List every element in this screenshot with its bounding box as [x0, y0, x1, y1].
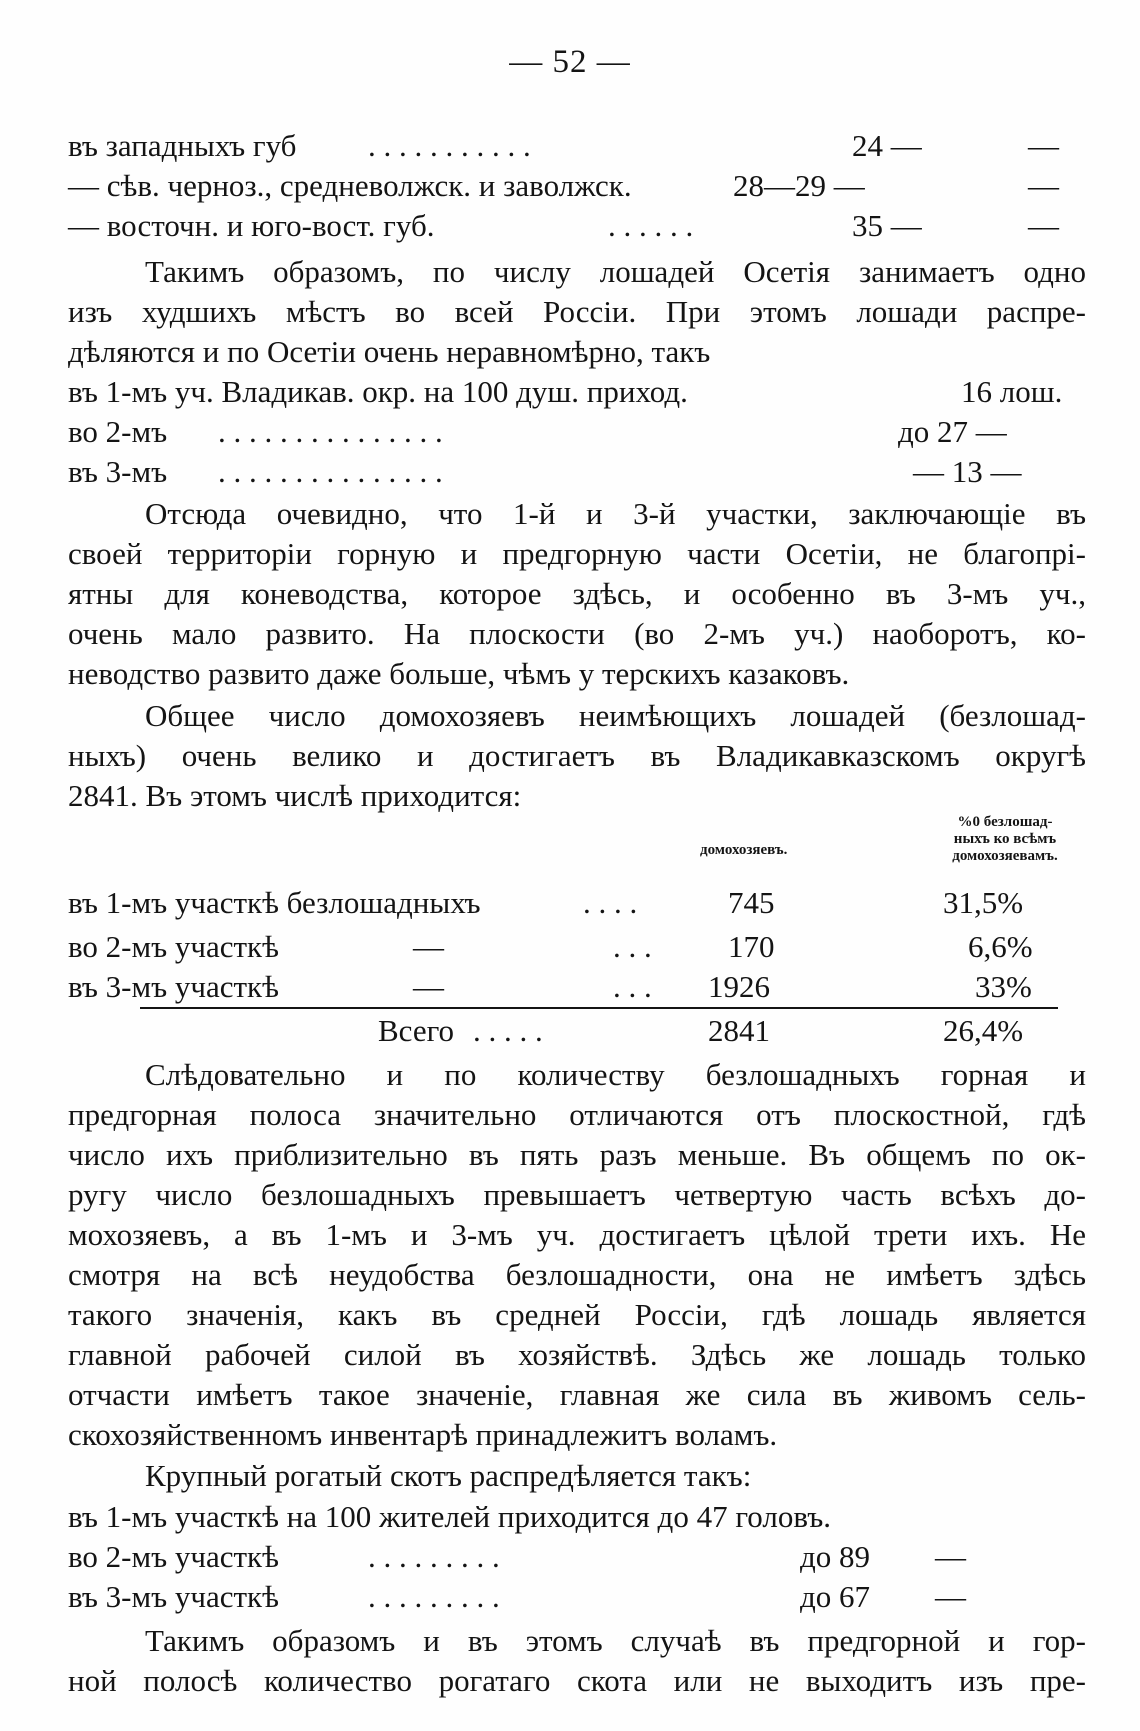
list-item: въ 3-мъ участкѣ . . . . . . . . . до 67 — — [68, 1579, 966, 1614]
paragraph-line: Такимъ образомъ и въ этомъ случаѣ въ предгорной и гор- — [145, 1623, 1086, 1658]
paragraph-line: ругу число безлошадныхъ превышаетъ четвертую часть всѣхъ до- — [68, 1177, 1086, 1212]
list-item: — сѣв. черноз., средневолжск. и заволжск. 28—29 — — — [68, 168, 1059, 203]
list-item: во 2-мъ участкѣ . . . . . . . . . до 89 — — [68, 1539, 966, 1574]
paragraph-line: мохозяевъ, а въ 1-мъ и 3-мъ уч. достигаетъ цѣлой трети ихъ. Не — [68, 1217, 1086, 1252]
paragraph-line: неводство развито даже больше, чѣмъ у терскихъ казаковъ. — [68, 656, 850, 691]
table-header-households: домохозяевъ. — [700, 842, 788, 858]
list-item: — восточн. и юго-вост. губ. . . . . . . 35 — — — [68, 208, 1059, 243]
table-row: въ 3-мъ участкѣ — . . . 1926 33% — [68, 969, 1032, 1004]
list-item: въ 3-мъ . . . . . . . . . . . . . . . — 13 — — [68, 454, 1022, 489]
paragraph-line: число ихъ приблизительно въ пять разъ меньше. Въ общемъ по ок- — [68, 1137, 1086, 1172]
paragraph-line: ной полосѣ количество рогатаго скота или не выходитъ изъ пре- — [68, 1663, 1086, 1698]
paragraph-line: Общее число домохозяевъ неимѣющихъ лошадей (безлошад- — [145, 698, 1086, 733]
table-total-rule — [140, 1007, 1058, 1009]
paragraph-line: ныхъ) очень велико и достигаетъ въ Владикавказскомъ округѣ — [68, 738, 1086, 773]
list-item: во 2-мъ . . . . . . . . . . . . . . . до 27 — — [68, 414, 1007, 449]
paragraph-line: Отсюда очевидно, что 1-й и 3-й участки, заключающіе въ — [145, 496, 1086, 531]
paragraph-line: своей территоріи горную и предгорную части Осетіи, не благопрі- — [68, 536, 1086, 571]
paragraph-line: изъ худшихъ мѣстъ во всей Россіи. При этомъ лошади распре- — [68, 294, 1086, 329]
table-row: во 2-мъ участкѣ — . . . 170 6,6% — [68, 929, 1033, 964]
list-item: въ 1-мъ участкѣ на 100 жителей приходится до 47 головъ. — [68, 1499, 831, 1534]
paragraph-line: отчасти имѣетъ такое значеніе, главная же сила въ живомъ сель- — [68, 1377, 1086, 1412]
paragraph-line: Такимъ образомъ, по числу лошадей Осетія занимаетъ одно — [145, 254, 1086, 289]
table-header-percent: %0 безлошад- ныхъ ко всѣмъ домохозяевамъ. — [952, 814, 1058, 864]
paragraph-line: скохозяйственномъ инвентарѣ принадлежитъ воламъ. — [68, 1417, 778, 1452]
paragraph-line: ятны для коневодства, которое здѣсь, и особенно въ 3-мъ уч., — [68, 576, 1086, 611]
page-number: — 52 — — [509, 44, 631, 80]
paragraph-line: Крупный рогатый скотъ распредѣляется такъ: — [145, 1458, 752, 1493]
paragraph-line: очень мало развито. На плоскости (во 2-мъ уч.) наоборотъ, ко- — [68, 616, 1086, 651]
paragraph-line: главной рабочей силой въ хозяйствѣ. Здѣсь же лошадь только — [68, 1337, 1086, 1372]
list-item: въ западныхъ губ . . . . . . . . . . . 24 — — — [68, 128, 1059, 163]
paragraph-line: смотря на всѣ неудобства безлошадности, она не имѣетъ здѣсь — [68, 1257, 1086, 1292]
paragraph-line: дѣляются и по Осетіи очень неравномѣрно, такъ — [68, 334, 711, 369]
table-row: въ 1-мъ участкѣ безлошадныхъ . . . . 745 31,5% — [68, 885, 1024, 920]
paragraph-line: Слѣдовательно и по количеству безлошадныхъ горная и — [145, 1057, 1086, 1092]
table-total-row: Всего . . . . . 2841 26,4% — [378, 1013, 1024, 1048]
list-item: въ 1-мъ уч. Владикав. окр. на 100 душ. приход. 16 лош. — [68, 374, 1063, 409]
paragraph-line: такого значенія, какъ въ средней Россіи, гдѣ лошадь является — [68, 1297, 1086, 1332]
paragraph-line: предгорная полоса значительно отличаются отъ плоскостной, гдѣ — [68, 1097, 1086, 1132]
paragraph-line: 2841. Въ этомъ числѣ приходится: — [68, 778, 522, 813]
